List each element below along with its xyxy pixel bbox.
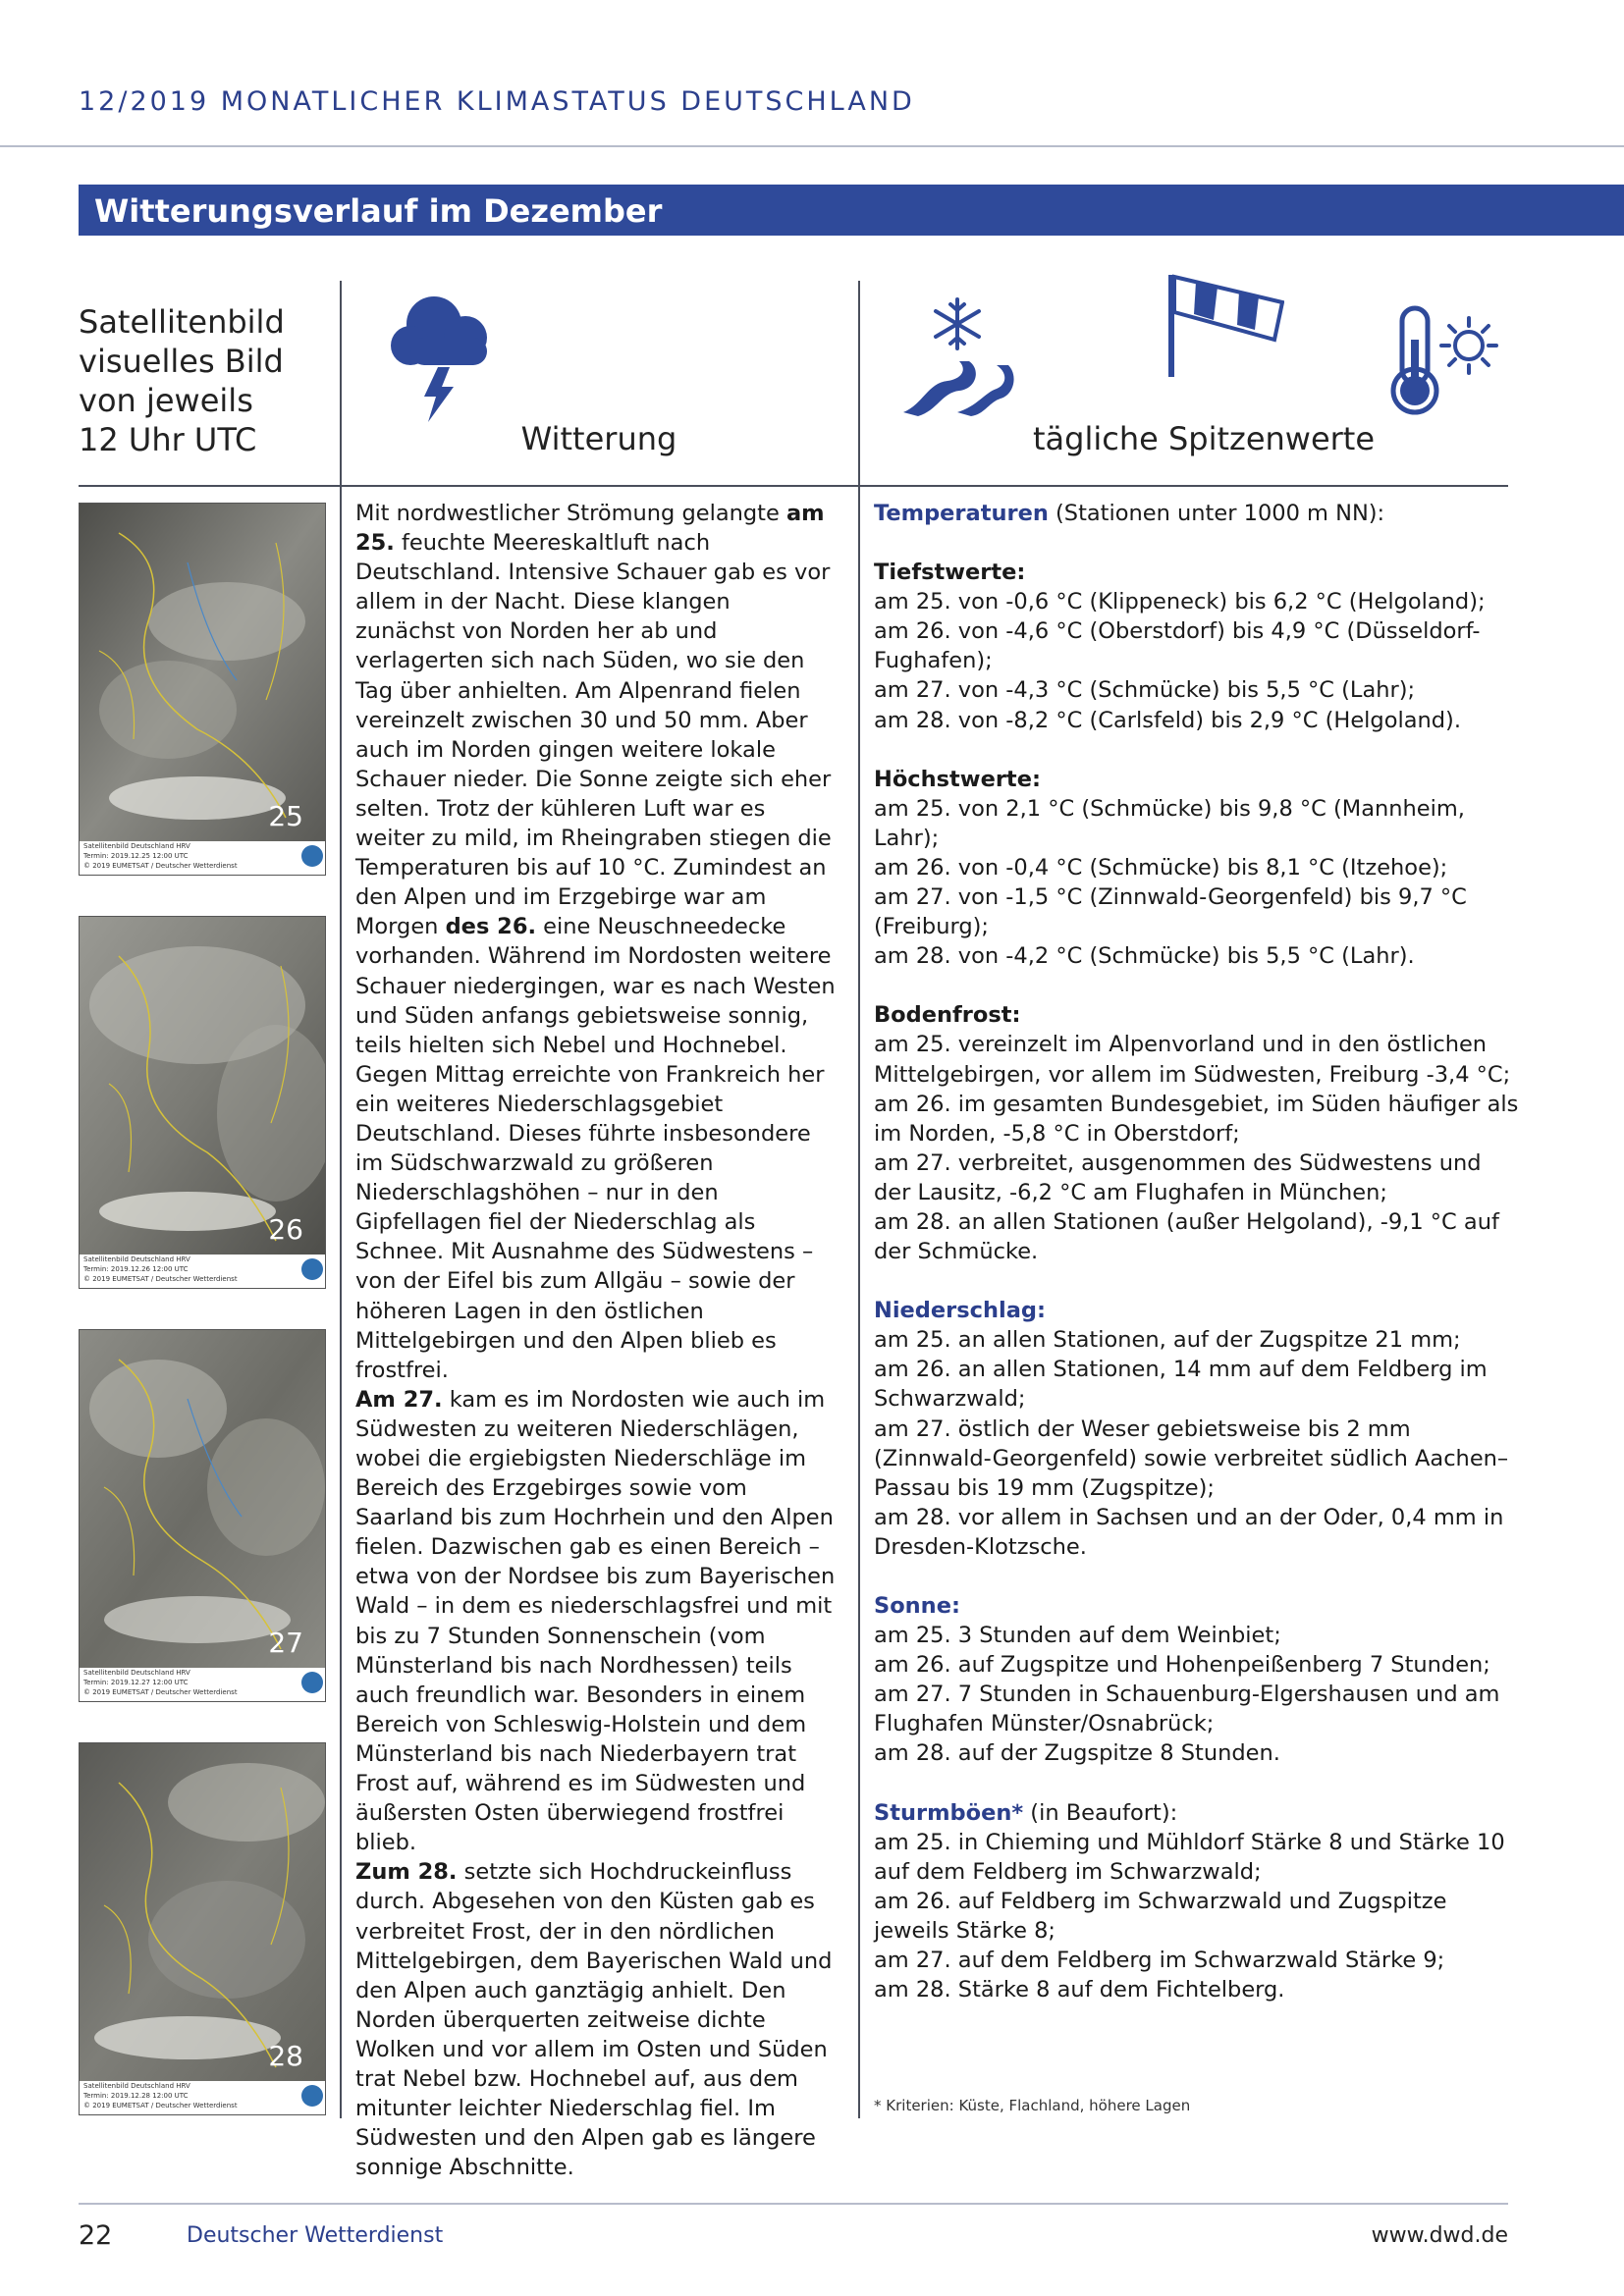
list-item: am 26. an allen Stationen, 14 mm auf dem Feldberg im Schwarzwald; [874,1357,1488,1413]
document-header: 12/2019 MONATLICHER KLIMASTATUS DEUTSCHLAND [79,86,915,117]
list-item: am 25. in Chieming und Mühldorf Stärke 8 und Stärke 10 auf dem Feldberg im Schwarzwald; [874,1829,1505,1885]
satellite-image-27 [79,1329,326,1670]
page-number: 22 [79,2220,113,2251]
list-item: am 28. von -4,2 °C (Schmücke) bis 5,5 °C (Lahr). [874,943,1415,970]
list-item: am 26. von -4,6 °C (Oberstdorf) bis 4,9 °C (Düsseldorf-Fughafen); [874,618,1481,674]
list-item: am 25. von 2,1 °C (Schmücke) bis 9,8 °C (Mannheim, Lahr); [874,795,1465,851]
weather-narrative [355,499,837,2182]
satellite-day-label: 26 [268,1213,303,1246]
list-item: am 28. von -8,2 °C (Carlsfeld) bis 2,9 °C (Helgoland). [874,707,1461,733]
max-temp-heading: Höchstwerte: [874,766,1041,792]
precipitation-heading: Niederschlag: [874,1298,1047,1324]
list-item: am 28. auf der Zugspitze 8 Stunden. [874,1740,1280,1767]
list-item: am 28. vor allem in Sachsen und an der Oder, 0,4 mm in Dresden-Klotzsche. [874,1504,1504,1560]
satellite-day-label: 28 [268,2040,303,2072]
list-item: am 27. von -1,5 °C (Zinnwald-Georgenfeld) bis 9,7 °C (Freiburg); [874,884,1467,940]
list-item: am 27. östlich der Weser gebietsweise bis 2 mm (Zinnwald-Georgenfeld) sowie verbreitet südlich Aachen–Passau bis 19 mm (Zugspitze); [874,1415,1509,1501]
list-item: am 26. auf Zugspitze und Hohenpeißenberg 7 Stunden; [874,1652,1490,1679]
satellite-caption: Satellitenbild visuelles Bild von jeweils 12 Uhr UTC [79,303,285,458]
list-item: am 27. verbreitet, ausgenommen des Südwestens und der Lausitz, -6,2 °C am Flughafen in München; [874,1149,1482,1205]
footer-organization: Deutscher Wetterdienst [187,2223,444,2248]
weather-paragraph: Mit nordwestlicher Strömung gelangte am 25. feuchte Meereskaltluft nach Deutschland. Intensive Schauer gab es vor allem in der Nacht. Diese klangen zunächst von Norden her ab und verlagerten sich nach Süden, wo sie den Tag über anhielten. Am Alpenrand fielen vereinzelt zwischen 30 und 50 mm. Aber auch im Norden gingen weitere lokale Schauer nieder. Die Sonne zeigte sich eher selten. Trotz der kühleren Luft war es weiter zu mild, im Rheingraben stiegen die Temperaturen bis auf 10 °C. Zumindest an den Alpen und im Erzgebirge war am Morgen des 26. eine Neuschneedecke vorhanden. Während im Nordosten weitere Schauer niedergingen, war es nach Westen und Süden anfangs gebietsweise sonnig, teils hielten sich Nebel und Hochnebel. Gegen Mittag erreichte von Frankreich her ein weiteres Niederschlagsgebiet Deutschland. Dieses führte insbesondere im Südschwarzwald zu größeren Niederschlagshöhen – nur in den Gipfellagen fiel der Niederschlag als Schnee. Mit Ausnahme des Südwestens – von der Eifel bis zum Allgäu – sowie der höheren Lagen in den östlichen Mittelgebirgen und den Alpen blieb es frostfrei. [355,501,836,1383]
satellite-image-25 [79,503,326,843]
min-temp-heading: Tiefstwerte: [874,560,1026,586]
windsock-icon [1166,273,1284,379]
list-item: am 25. 3 Stunden auf dem Weinbiet; [874,1623,1281,1649]
list-item: am 26. von -0,4 °C (Schmücke) bis 8,1 °C (Itzehoe); [874,854,1448,881]
peaks-column-title: tägliche Spitzenwerte [1032,420,1376,457]
eumetsat-logo-icon [301,845,323,867]
gusts-heading: Sturmböen* (in Beaufort): [874,1799,1178,1826]
sunshine-heading: Sonne: [874,1593,960,1619]
eumetsat-logo-icon [301,1672,323,1693]
footer-rule [79,2203,1508,2205]
satellite-day-label: 27 [268,1627,303,1659]
eumetsat-logo-icon [301,2085,323,2107]
footer-url[interactable]: www.dwd.de [1371,2223,1508,2248]
temperature-heading: Temperaturen (Stationen unter 1000 m NN): [874,501,1385,526]
cloud-lightning-icon [389,287,495,424]
list-item: am 27. von -4,3 °C (Schmücke) bis 5,5 °C (Lahr); [874,677,1416,704]
column-divider-right [858,281,860,2118]
list-item: am 26. im gesamten Bundesgebiet, im Süden häufiger als im Norden, -5,8 °C in Oberstdorf; [874,1091,1519,1147]
list-item: am 25. vereinzelt im Alpenvorland und in den östlichen Mittelgebirgen, vor allem im Südwesten, Freiburg -3,4 °C; [874,1032,1511,1088]
list-item: am 27. 7 Stunden in Schauenburg-Elgershausen und am Flughafen Münster/Osnabrück; [874,1682,1500,1737]
header-rule [0,145,1624,147]
satellite-credit: Satellitenbild Deutschland HRV Termin: 2019.12.25 12:00 UTC © 2019 EUMETSAT / Deutscher Wetterdienst [79,841,326,876]
list-item: am 25. von -0,6 °C (Klippeneck) bis 6,2 °C (Helgoland); [874,589,1486,615]
satellite-credit: Satellitenbild Deutschland HRV Termin: 2019.12.26 12:00 UTC © 2019 EUMETSAT / Deutscher Wetterdienst [79,1255,326,1289]
list-item: am 26. auf Feldberg im Schwarzwald und Zugspitze jeweils Stärke 8; [874,1888,1447,1944]
section-title: Witterungsverlauf im Dezember [94,192,663,230]
weather-column-title: Witterung [520,420,677,457]
weather-paragraph: Am 27. kam es im Nordosten wie auch im Südwesten zu weiteren Niederschlägen, wobei die ergiebigsten Niederschläge im Bereich des Erzgebirges sowie vom Saarland bis zum Hochrhein und den Alpen fielen. Dazwischen gab es einen Bereich – etwa von der Nordsee bis zum Bayerischen Wald – in dem es niederschlagsfrei und mit bis zu 7 Stunden Sonnenschein (vom Münsterland bis nach Nordhessen) teils auch freundlich war. Besonders in einem Bereich von Schleswig-Holstein und dem Münsterland bis nach Niederbayern trat Frost auf, während es im Südwesten und äußersten Osten überwiegend frostfrei blieb. [355,1386,836,1856]
satellite-image-28 [79,1742,326,2083]
satellite-day-label: 25 [268,800,303,832]
thermometer-sun-icon [1384,304,1502,417]
weather-paragraph: Zum 28. setzte sich Hochdruckeinfluss durch. Abgesehen von den Küsten gab es verbreitet Frost, der in den nördlichen Mittelgebirgen, dem Bayerischen Wald und den Alpen auch ganztägig anhielt. Den Norden überquerten zeitweise dichte Wolken und vor allem im Osten und Süden trat Nebel bzw. Hochnebel auf, aus dem mitunter leichter Niederschlag fiel. Im Südwesten und den Alpen gab es längere sonnige Abschnitte. [355,1859,833,2181]
ground-frost-heading: Bodenfrost: [874,1002,1021,1029]
satellite-credit: Satellitenbild Deutschland HRV Termin: 2019.12.28 12:00 UTC © 2019 EUMETSAT / Deutscher Wetterdienst [79,2081,326,2115]
table-header-rule [79,485,1508,487]
column-divider-left [340,281,342,2118]
list-item: am 25. an allen Stationen, auf der Zugspitze 21 mm; [874,1327,1461,1354]
satellite-image-26 [79,916,326,1256]
eumetsat-logo-icon [301,1258,323,1280]
list-item: am 28. Stärke 8 auf dem Fichtelberg. [874,1977,1285,2003]
section-bar [79,185,1624,236]
footnote: * Kriterien: Küste, Flachland, höhere Lagen [874,2097,1191,2114]
list-item: am 27. auf dem Feldberg im Schwarzwald Stärke 9; [874,1948,1445,1974]
daily-peaks [874,499,1522,2004]
list-item: am 28. an allen Stationen (außer Helgoland), -9,1 °C auf der Schmücke. [874,1208,1499,1265]
satellite-credit: Satellitenbild Deutschland HRV Termin: 2019.12.27 12:00 UTC © 2019 EUMETSAT / Deutscher Wetterdienst [79,1668,326,1702]
snow-road-icon [898,294,1016,417]
